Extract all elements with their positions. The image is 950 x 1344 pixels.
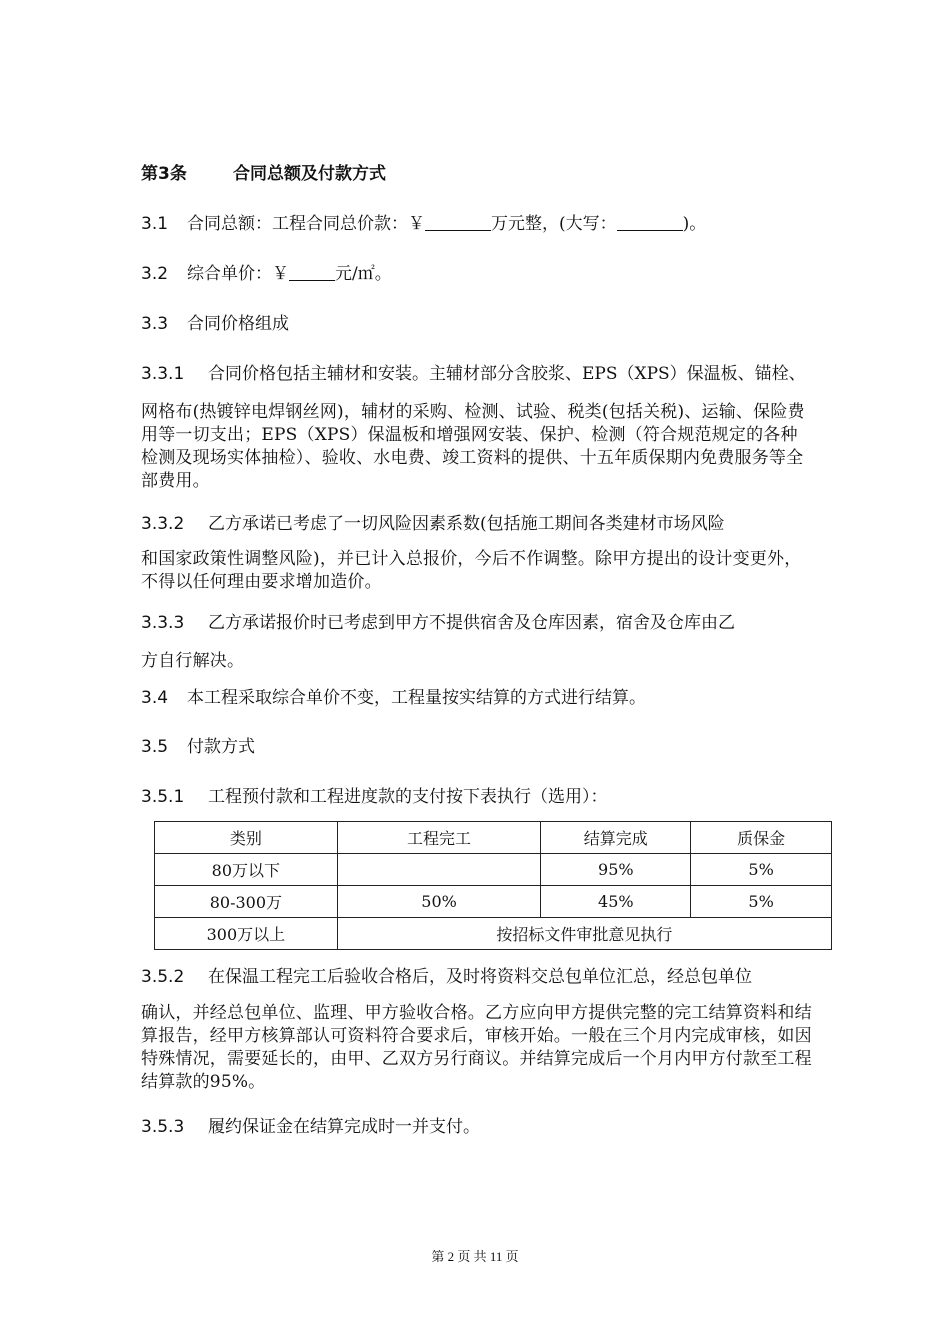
clause-text: 万元整，(大写： [491,214,617,234]
clause-text: )。 [682,214,707,234]
clause-3-1 [141,214,821,234]
table-row [155,918,832,950]
clause-3-4 [141,688,821,708]
clause-3-3-1-first [141,364,821,384]
clause-text: 履约保证金在结算完成时一并支付。 [208,1117,480,1137]
amount-blank [425,214,491,231]
table-header-row [155,822,832,854]
clause-text: 综合单价：￥ [187,264,289,284]
clause-3-5-2-first [141,967,821,987]
clause-number: 3.3.1 [141,364,185,384]
clause-3-5-1 [141,787,821,807]
table-row [155,886,832,918]
table-header: 质保金 [691,822,832,854]
clause-3-3-2-rest: 和国家政策性调整风险)，并已计入总报价，今后不作调整。除甲方提出的设计变更外，不得以任何理由要求增加造价。 [141,549,802,592]
clause-text: 在保温工程完工后验收合格后，及时将资料交总包单位汇总，经总包单位 [208,967,752,987]
payment-schedule-table [154,821,832,950]
clause-3-2 [141,264,821,284]
clause-number: 3.5.3 [141,1117,185,1137]
page-footer: 第 2 页 共 11 页 [431,1249,519,1264]
clause-3-5-3 [141,1117,821,1137]
table-cell: 300万以上 [155,918,338,950]
table-header: 结算完成 [541,822,691,854]
clause-text: 元/㎡。 [335,264,392,284]
clause-text: 乙方承诺已考虑了一切风险因素系数(包括施工期间各类建材市场风险 [208,514,725,534]
clause-number: 3.2 [141,264,169,284]
clause-number: 3.3.3 [141,613,185,633]
table-merged-cell: 按招标文件审批意见执行 [337,918,831,950]
table-cell: 5% [691,854,832,886]
clause-number: 3.3.2 [141,514,185,534]
clause-text: 乙方承诺报价时已考虑到甲方不提供宿舍及仓库因素，宿舍及仓库由乙 [208,613,735,633]
clause-3-5-2-rest: 确认，并经总包单位、监理、甲方验收合格。乙方应向甲方提供完整的完工结算资料和结算报告，经甲方核算部认可资料符合要求后，审核开始。一般在三个月内完成审核，如因特殊情况，需要延长的，由甲、乙双方另行商议。并结算完成后一个月内甲方付款至工程结算款的95%。 [141,1003,812,1092]
table-cell: 80-300万 [155,886,338,918]
clause-3-3 [141,314,821,334]
article-title: 合同总额及付款方式 [233,164,386,184]
clause-3-5 [141,737,821,757]
clause-text: 合同总额：工程合同总价款：￥ [187,214,425,234]
article-heading [141,164,821,184]
clause-3-3-3-first [141,613,821,633]
unit-price-blank [289,264,335,281]
table-cell: 50% [337,886,541,918]
clause-number: 3.3 [141,314,169,334]
table-cell: 95% [541,854,691,886]
clause-3-3-1-rest: 网格布(热镀锌电焊钢丝网)，辅材的采购、检测、试验、税类(包括关税)、运输、保险费用等一切支出；EPS（XPS）保温板和增强网安装、保护、检测（符合规范规定的各种检测及现场实体抽检）、验收、水电费、竣工资料的提供、十五年质保期内免费服务等全部费用。 [141,402,805,491]
article-number: 第3条 [141,164,187,184]
table-header: 工程完工 [337,822,541,854]
clause-number: 3.5.1 [141,787,185,807]
table-header: 类别 [155,822,338,854]
amount-words-blank [617,214,683,231]
clause-number: 3.4 [141,688,169,708]
table-row [155,854,832,886]
clause-3-3-2-first [141,514,821,534]
table-cell: 45% [541,886,691,918]
clause-number: 3.5.2 [141,967,185,987]
table-cell [337,854,541,886]
clause-text: 合同价格组成 [187,314,289,334]
clause-text: 付款方式 [187,737,255,757]
clause-number: 3.5 [141,737,169,757]
clause-text: 合同价格包括主辅材和安装。主辅材部分含胶浆、EPS（XPS）保温板、锚栓、 [208,364,806,384]
clause-number: 3.1 [141,214,169,234]
table-cell: 80万以下 [155,854,338,886]
clause-3-3-3-rest: 方自行解决。 [141,651,245,671]
clause-text: 本工程采取综合单价不变，工程量按实结算的方式进行结算。 [187,688,646,708]
table-cell: 5% [691,886,832,918]
clause-text: 工程预付款和工程进度款的支付按下表执行（选用）： [208,787,608,807]
